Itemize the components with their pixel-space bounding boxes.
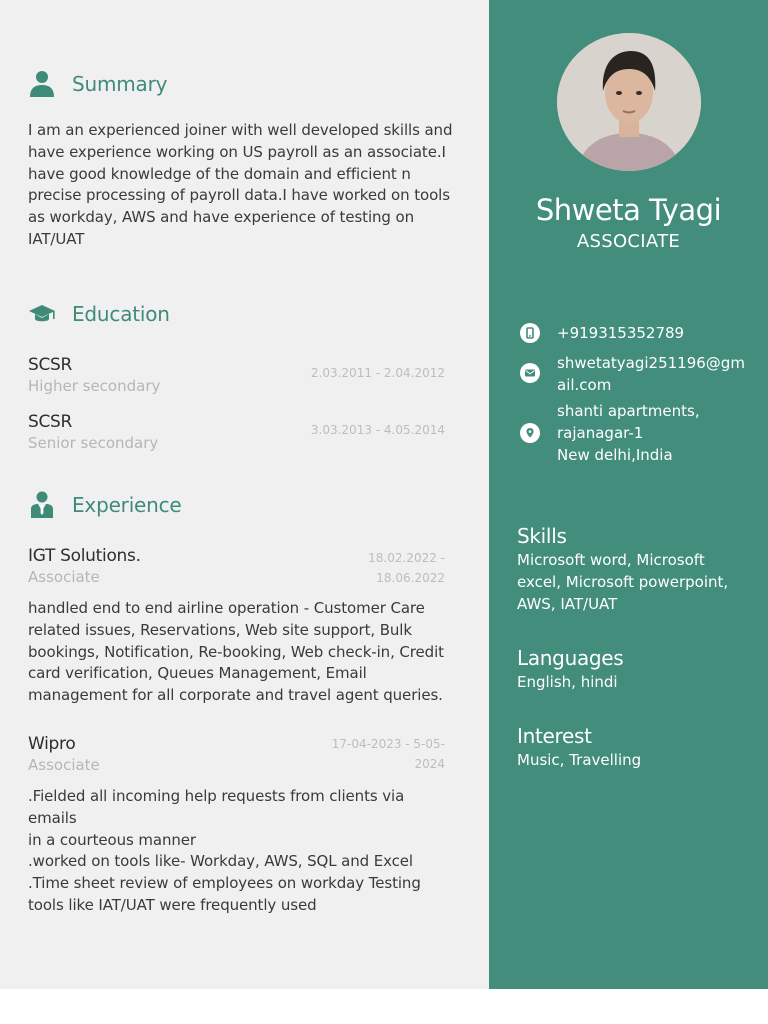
contact-email bbox=[557, 352, 747, 396]
experience-line: .Time sheet review of employees on workday Testing bbox=[28, 874, 421, 893]
experience-line: management for all corporate and travel agent queries. bbox=[28, 686, 443, 705]
experience-title: Experience bbox=[72, 493, 182, 517]
profile-title: ASSOCIATE bbox=[576, 231, 681, 252]
education-dates: 2.03.2011 - 2.04.2012 bbox=[310, 366, 445, 380]
skills-line: Microsoft word, Microsoft bbox=[517, 551, 705, 569]
skills-line: AWS, IAT/UAT bbox=[517, 595, 618, 613]
businessperson-icon bbox=[28, 491, 56, 519]
summary-line: I am an experienced joiner with well developed skills and bbox=[28, 121, 453, 139]
interest-text: Music, Travelling bbox=[517, 751, 642, 769]
contact-email-line: shwetatyagi251196@gm bbox=[557, 354, 745, 372]
contact-address-line: shanti apartments, bbox=[557, 402, 700, 420]
experience-company: Wipro bbox=[28, 734, 76, 754]
contact-address-line: New delhi,India bbox=[557, 446, 673, 464]
experience-date-start: 18.02.2022 - bbox=[368, 551, 445, 565]
summary-title: Summary bbox=[72, 72, 168, 96]
experience-line: handled end to end airline operation - Customer Care bbox=[28, 599, 425, 617]
education-degree: Higher secondary bbox=[28, 377, 161, 395]
summary-line: precise processing of payroll data.I have worked on tools bbox=[28, 186, 450, 205]
education-degree: Senior secondary bbox=[28, 434, 159, 452]
education-header bbox=[28, 300, 170, 328]
experience-date-end: 18.06.2022 bbox=[376, 571, 445, 585]
contact-address-line: rajanagar-1 bbox=[557, 424, 644, 442]
education-institution: SCSR bbox=[28, 412, 73, 432]
experience-line: .Fielded all incoming help requests from clients via emails bbox=[28, 787, 405, 827]
experience-line: in a courteous manner bbox=[28, 830, 196, 849]
summary-line: have good knowledge of the domain and efficient n bbox=[28, 164, 411, 183]
education-item bbox=[28, 355, 445, 403]
summary-text bbox=[28, 120, 453, 251]
experience-line: .worked on tools like- Workday, AWS, SQL and Excel bbox=[28, 852, 414, 871]
experience-description bbox=[28, 786, 453, 917]
education-dates: 3.03.2013 - 4.05.2014 bbox=[310, 423, 445, 437]
education-item bbox=[28, 412, 445, 460]
skills-line: excel, Microsoft powerpoint, bbox=[517, 573, 729, 591]
profile-name: Shweta Tyagi bbox=[535, 193, 722, 227]
experience-company: IGT Solutions. bbox=[28, 546, 141, 566]
skills-title: Skills bbox=[517, 524, 567, 548]
experience-item-header bbox=[28, 734, 445, 774]
contact-address bbox=[557, 400, 747, 466]
summary-line: as workday, AWS and have experience of testing on bbox=[28, 208, 415, 227]
experience-role: Associate bbox=[28, 568, 100, 586]
experience-line: tools like IAT/UAT were frequently used bbox=[28, 895, 317, 914]
languages-title: Languages bbox=[517, 646, 624, 670]
phone-icon bbox=[520, 323, 540, 343]
experience-dates bbox=[325, 734, 445, 774]
contact-email-line: ail.com bbox=[557, 376, 612, 394]
location-pin-icon bbox=[520, 423, 540, 443]
summary-header bbox=[28, 70, 167, 98]
person-icon bbox=[28, 70, 56, 98]
experience-role: Associate bbox=[28, 756, 100, 774]
summary-line: IAT/UAT bbox=[28, 229, 85, 248]
profile-photo bbox=[557, 33, 701, 171]
interest-title: Interest bbox=[517, 724, 592, 748]
experience-description bbox=[28, 598, 453, 707]
experience-dates bbox=[325, 548, 445, 588]
summary-line: have experience working on US payroll as an associate.I bbox=[28, 142, 446, 161]
experience-header bbox=[28, 491, 182, 519]
experience-date-start: 17-04-2023 - 5-05- bbox=[331, 737, 445, 751]
contact-phone: +919315352789 bbox=[557, 324, 685, 342]
experience-line: bookings, Notification, Re-booking, Web check-in, Credit bbox=[28, 642, 444, 661]
skills-text bbox=[517, 549, 747, 615]
education-institution: SCSR bbox=[28, 355, 73, 375]
education-title: Education bbox=[72, 302, 170, 326]
experience-date-end: 2024 bbox=[414, 757, 445, 771]
experience-item-header bbox=[28, 546, 445, 586]
experience-line: card verification, Queues Management, Email bbox=[28, 664, 367, 683]
graduation-cap-icon bbox=[28, 300, 56, 328]
languages-text: English, hindi bbox=[517, 673, 618, 691]
experience-line: related issues, Reservations, Web site support, Bulk bbox=[28, 620, 412, 639]
email-icon bbox=[520, 363, 540, 383]
